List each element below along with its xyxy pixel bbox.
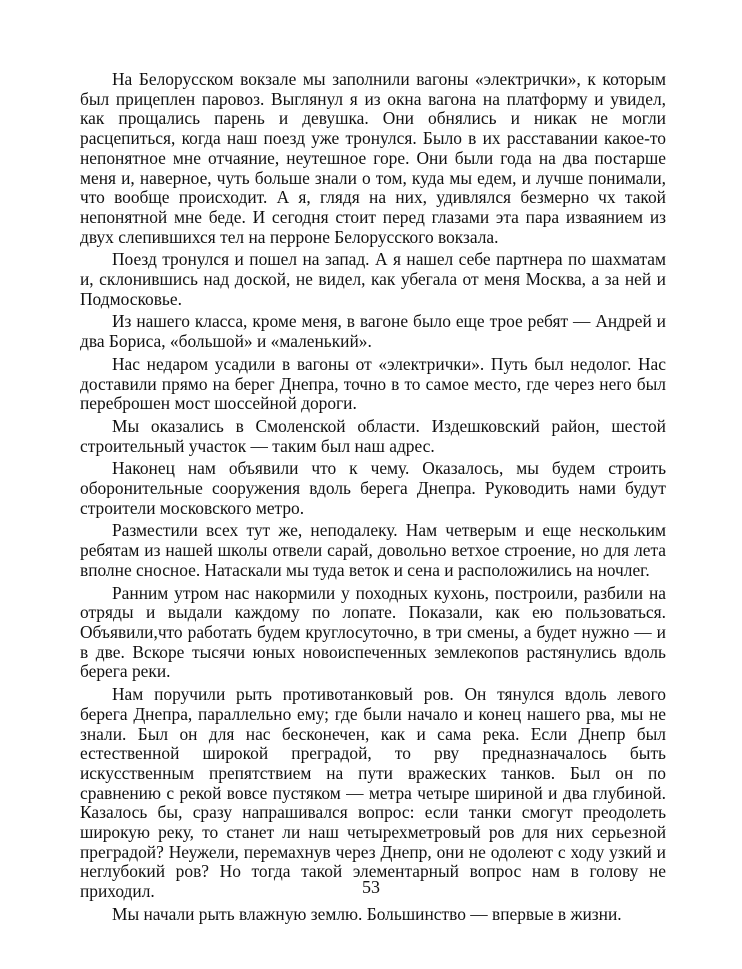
paragraph: Нам поручили рыть противотанковый ров. Он тянулся вдоль левого берега Днепра, параллельно ему; где были начало и конец нашего рва, мы не знали. Был он для нас бесконечен, как и сама река. Если Днепр был естественной широкой преградой, то рву предназначалось быть искусственным препятствием на пути вражеских танков. Был он по сравнению с рекой вовсе пустяком — метра четыре шириной и два глубиной. Казалось бы, сразу напрашивался вопрос: если танки смогут преодолеть широкую реку, то станет ли наш четырехметровый ров для них серьезной преградой? Неужели, перемахнув через Днепр, они не одолеют с ходу узкий и неглубокий ров? Но тогда такой элементарный вопрос нам в голову не приходил. [80, 684, 666, 902]
page-number: 53 [362, 877, 380, 897]
paragraph: Мы оказались в Смоленской области. Издешковский район, шестой строительный участок — таким был наш адрес. [80, 415, 666, 456]
paragraph: Нас недаром усадили в вагоны от «электрички». Путь был недолог. Нас доставили прямо на берег Днепра, точно в то самое место, где через него был переброшен мост шоссейной дороги. [80, 353, 666, 414]
body-text [80, 70, 666, 928]
paragraph: На Белорусском вокзале мы заполнили вагоны «электрички», к которым был прицеплен паровоз. Выглянул я из окна вагона на платформу и увидел, как прощались парень и девушка. Они обнялись и никак не могли расцепиться, когда наш поезд уже тронулся. Было в их расставании какое-то непонятное мне отчаяние, неутешное горе. Они были года на два постарше меня и, наверное, чуть больше знали о том, куда мы едем, и лучше понимали, что вообще происходит. А я, глядя на них, удивлялся безмерно чх такой непонятной мне беде. И сегодня стоит перед глазами эта пара изваянием из двух слепившихся тел на перроне Белорусского вокзала. [80, 69, 666, 247]
paragraph: Из нашего класса, кроме меня, в вагоне было еще трое ребят — Андрей и два Бориса, «большой» и «маленький». [80, 311, 666, 352]
paragraph: Наконец нам объявили что к чему. Оказалось, мы будем строить оборонительные сооружения вдоль берега Днепра. Руководить нами будут строители московского метро. [80, 458, 666, 518]
paragraph: Ранним утром нас накормили у походных кухонь, построили, разбили на отряды и выдали каждому по лопате. Показали, как ею пользоваться. Объявили,что работать будем круглосуточно, в три смены, а будет нужно — и в две. Вскоре тысячи юных новоиспеченных землекопов растянулись вдоль берега реки. [80, 582, 666, 682]
paragraph: Разместили всех тут же, неподалеку. Нам четверым и еще нескольким ребятам из нашей школы отвели сарай, довольно ветхое строение, но для лета вполне сносное. Натаскали мы туда веток и сена и расположились на ночлег. [80, 520, 666, 580]
paragraph: Поезд тронулся и пошел на запад. А я нашел себе партнера по шахматам и, склонившись над доской, не видел, как убегала от меня Москва, а за ней и Подмосковье. [80, 249, 666, 309]
paragraph: Мы начали рыть влажную землю. Большинство — впервые в жизни. [112, 903, 622, 924]
